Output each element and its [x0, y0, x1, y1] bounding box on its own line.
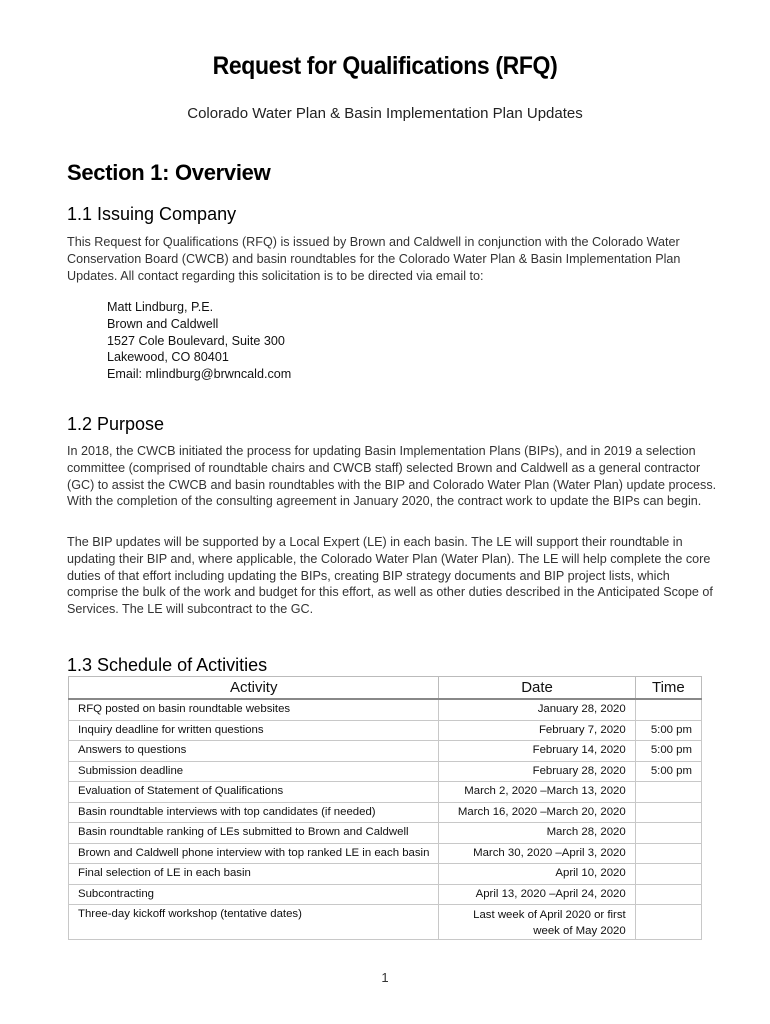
- time-cell: [635, 699, 701, 720]
- time-cell: [635, 823, 701, 844]
- purpose-paragraph-2: The BIP updates will be supported by a Local Expert (LE) in each basin. The LE will support their roundtable in updating their BIP and, where applicable, the Colorado Water Plan (Water Plan). The LE will help complete the core duties of that effort including updating the BIPs, creating BIP strategy documents and BIP project lists, which comprise the bulk of the work and budget for this effort, as well as other duties described in the Anticipated Scope of Services. The LE will subcontract to the GC.: [67, 535, 713, 617]
- issuing-company-paragraph: This Request for Qualifications (RFQ) is issued by Brown and Caldwell in conjunction with the Colorado Water Conservation Board (CWCB) and basin roundtables for the Colorado Water Plan & Basin Implementation Plan Updates. All contact regarding this solicitation is to be directed via email to:: [67, 235, 681, 283]
- table-row: [69, 823, 702, 844]
- activity-cell: Basin roundtable interviews with top candidates (if needed): [69, 802, 439, 823]
- date-cell: April 13, 2020 –April 24, 2020: [439, 884, 635, 905]
- activity-cell: Brown and Caldwell phone interview with top ranked LE in each basin: [69, 843, 439, 864]
- date-cell: Last week of April 2020 or first week of May 2020: [439, 905, 635, 940]
- time-cell: [635, 802, 701, 823]
- issuing-company-heading: 1.1 Issuing Company: [67, 204, 237, 224]
- date-cell: March 30, 2020 –April 3, 2020: [439, 843, 635, 864]
- section-1-heading: Section 1: Overview: [67, 160, 271, 185]
- activity-cell: Basin roundtable ranking of LEs submitted to Brown and Caldwell: [69, 823, 439, 844]
- contact-company: Brown and Caldwell: [107, 316, 219, 331]
- activity-cell: RFQ posted on basin roundtable websites: [69, 699, 439, 720]
- date-cell: January 28, 2020: [439, 699, 635, 720]
- time-cell: [635, 884, 701, 905]
- time-cell: [635, 905, 701, 940]
- time-cell: 5:00 pm: [635, 720, 701, 741]
- date-cell: February 14, 2020: [439, 741, 635, 762]
- table-row: [69, 720, 702, 741]
- date-cell: March 28, 2020: [439, 823, 635, 844]
- time-cell: [635, 864, 701, 885]
- date-cell: March 16, 2020 –March 20, 2020: [439, 802, 635, 823]
- purpose-heading: 1.2 Purpose: [67, 414, 165, 434]
- contact-name: Matt Lindburg, P.E.: [107, 300, 214, 314]
- activity-cell: Submission deadline: [69, 761, 439, 782]
- column-header-time: Time: [635, 677, 701, 700]
- table-row: [69, 741, 702, 762]
- purpose-paragraph-1: In 2018, the CWCB initiated the process for updating Basin Implementation Plans (BIPs), and in 2019 a selection committee (comprised of roundtable chairs and CWCB staff) selected Brown and Caldwell as a general contractor (GC) to assist the CWCB and basin roundtables with the BIP and Colorado Water Plan (Water Plan) update process. With the completion of the consulting agreement in January 2020, the contract work to update the BIPs can begin.: [67, 444, 717, 509]
- activity-cell: Final selection of LE in each basin: [69, 864, 439, 885]
- contact-address: [107, 299, 291, 383]
- document-subtitle: Colorado Water Plan & Basin Implementation Plan Updates: [187, 105, 583, 122]
- table-row: [69, 761, 702, 782]
- time-cell: [635, 843, 701, 864]
- contact-email: Email: mlindburg@brwncald.com: [107, 367, 292, 382]
- time-cell: 5:00 pm: [635, 741, 701, 762]
- contact-street: 1527 Cole Boulevard, Suite 300: [107, 333, 285, 348]
- activity-cell: Inquiry deadline for written questions: [69, 720, 439, 741]
- table-row: [69, 884, 702, 905]
- time-cell: 5:00 pm: [635, 761, 701, 782]
- activity-cell: Answers to questions: [69, 741, 439, 762]
- column-header-date: Date: [439, 677, 635, 700]
- date-cell: April 10, 2020: [439, 864, 635, 885]
- table-row: [69, 864, 702, 885]
- time-cell: [635, 782, 701, 803]
- schedule-table: [68, 676, 702, 940]
- table-row: [69, 802, 702, 823]
- activity-cell: Three-day kickoff workshop (tentative dates): [69, 905, 439, 940]
- schedule-header-row: [69, 677, 702, 700]
- date-cell: March 2, 2020 –March 13, 2020: [439, 782, 635, 803]
- schedule-heading: 1.3 Schedule of Activities: [67, 655, 268, 675]
- column-header-activity: Activity: [69, 677, 439, 700]
- date-cell: February 7, 2020: [439, 720, 635, 741]
- table-row: [69, 843, 702, 864]
- table-row: [69, 782, 702, 803]
- page-number: 1: [381, 970, 389, 985]
- date-cell: February 28, 2020: [439, 761, 635, 782]
- table-row: [69, 699, 702, 720]
- contact-city: Lakewood, CO 80401: [107, 350, 229, 365]
- document-title: Request for Qualifications (RFQ): [212, 52, 558, 80]
- activity-cell: Subcontracting: [69, 884, 439, 905]
- activity-cell: Evaluation of Statement of Qualifications: [69, 782, 439, 803]
- table-row: [69, 905, 702, 940]
